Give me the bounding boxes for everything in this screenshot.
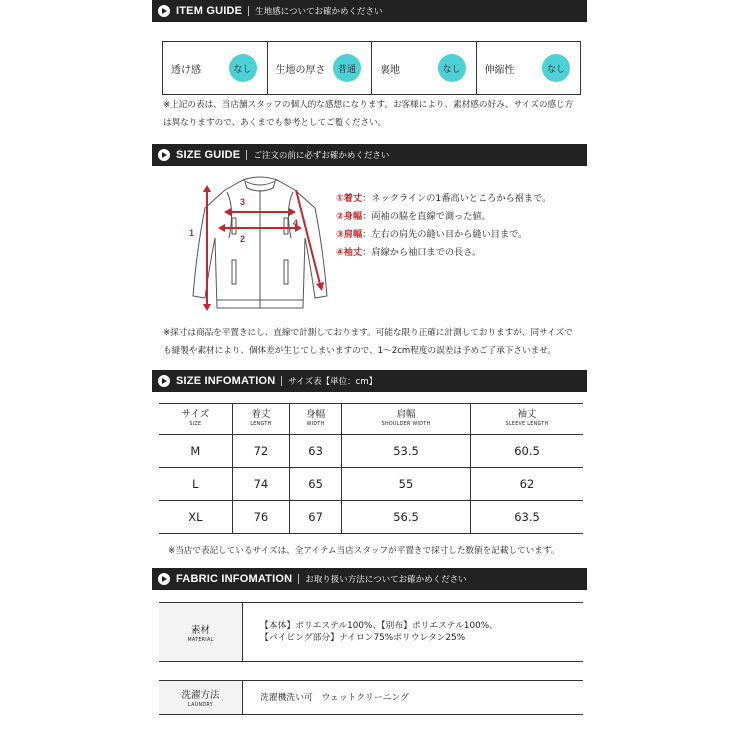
table-cell: 53.5 [342,435,471,468]
guide-cell-lining [372,42,477,94]
laundry-row [159,680,583,715]
size-guide-title: SIZE GUIDE [176,149,241,161]
legend-desc: ：肩線から袖口までの長さ。 [362,247,482,258]
guide-cell-sheer [163,42,268,94]
note-line: ※採寸は商品を平置きにし、直線で計測しております。可能な限り正確に計測しておりますが、同サイズで [163,328,573,338]
guide-badge: なし [229,54,257,82]
legend-num: ③ [336,229,344,240]
header-label: 着丈 [251,409,271,420]
legend-desc: ：左右の肩先の縫い目から縫い目まで。 [362,229,528,240]
note-line: ※上記の表は、当店舗スタッフの個人的な感想になります。お客様により、素材感の好み、サイズの感じ方 [163,100,574,110]
fabric-info-subtitle: お取り扱い方法についてお確かめください [305,575,467,585]
laundry-label: 洗濯方法 [181,690,220,701]
material-line: 【本体】ポリエステル100%、【別布】ポリエステル100%、 [260,621,498,631]
guide-label: 生地の厚さ [275,64,326,76]
table-cell: XL [159,501,232,534]
table-cell: 62 [471,468,584,501]
header-sub: SIZE [189,422,202,427]
table-cell: 63.5 [471,501,584,534]
material-label: 素材 [190,624,210,636]
item-guide-note [163,96,587,132]
size-info-title: SIZE INFOMATION [176,375,276,387]
guide-badge: なし [542,54,570,82]
header-width [290,404,342,435]
item-guide-table [162,41,581,95]
note-line: は異なりますので、あくまでも参考としてご覧ください。 [163,118,387,128]
legend-term: 身幅 [343,211,363,222]
table-cell: 55 [342,468,471,501]
material-label-cell [159,603,243,661]
item-guide-subtitle: 生地感についてお確かめください [255,7,383,17]
size-guide-note [163,324,587,360]
material-value [243,603,583,661]
guide-cell-thickness [268,42,373,94]
jacket-diagram [165,168,345,318]
laundry-value [243,681,583,714]
table-cell: 56.5 [342,501,471,534]
marker-1: 1 [189,228,195,238]
marker-2: 2 [240,234,246,244]
legend-desc: ：ネックラインの1番高いところから裾まで。 [362,193,552,204]
header-sub: WIDTH [306,422,325,427]
header-label: 身幅 [306,409,326,420]
header-label: サイズ [181,409,210,420]
guide-badge: なし [438,54,466,82]
legend-item [336,208,551,226]
size-info-subtitle: サイズ表【単位：cm】 [288,377,378,387]
item-guide-header [152,0,587,22]
marker-4: 4 [293,218,299,228]
note-line: も縫製や素材により、個体差が生じてしまいますので、1〜2cm程度の誤差は予めご了承下さいませ。 [163,346,557,356]
header-shoulder [342,404,471,435]
table-row [159,501,583,534]
item-guide-title: ITEM GUIDE [176,5,243,17]
legend-item [336,190,551,208]
table-cell: 65 [290,468,342,501]
play-icon [158,375,170,387]
header-label: 肩幅 [396,409,416,420]
divider [281,376,282,386]
legend-term: 肩幅 [343,229,363,240]
guide-label: 透け感 [171,64,201,76]
laundry-label-cell [159,681,243,714]
size-guide-subtitle: ご注文の前に必ずお確かめください [253,151,390,161]
fabric-info-header [152,568,587,590]
marker-3: 3 [240,197,246,207]
guide-label: 裏地 [380,64,400,76]
header-sub: LENGTH [250,422,272,427]
guide-badge: 普通 [333,54,361,82]
table-cell: 76 [232,501,289,534]
legend-desc: ：両袖の脇を直線で測った値。 [362,211,491,222]
material-row [159,602,583,662]
table-header-row [159,404,583,435]
legend-term: 袖丈 [343,247,363,258]
play-icon [158,5,170,17]
fabric-info-title: FABRIC INFOMATION [176,573,293,585]
material-sub: MATERIAL [187,637,214,643]
header-sub: SHOULDER WIDTH [381,422,431,427]
guide-label: 伸縮性 [484,64,515,76]
header-length [232,404,289,435]
table-cell: L [159,468,232,501]
legend-term: 着丈 [343,193,363,204]
divider [246,150,247,160]
play-icon [158,149,170,161]
divider [248,6,249,16]
header-label: 袖丈 [517,409,537,420]
header-size [159,404,232,435]
table-cell: 63 [290,435,342,468]
table-row [159,468,583,501]
table-cell: 72 [232,435,289,468]
size-table [159,403,583,534]
size-info-note [168,542,592,560]
guide-cell-stretch [477,42,581,94]
size-guide-header [152,144,587,166]
size-guide-legend [336,190,551,262]
size-info-header [152,370,587,392]
material-line: 【パイピング部分】ナイロン75%ポリウレタン25% [260,633,466,643]
legend-item [336,226,551,244]
legend-num: ① [336,193,344,204]
laundry-sub: LAUNDRY [188,703,213,708]
laundry-text: 洗濯機洗い可 ウェットクリーニング [260,692,409,703]
legend-num: ④ [336,247,344,258]
table-row [159,435,583,468]
table-cell: 60.5 [471,435,584,468]
table-cell: M [159,435,232,468]
table-cell: 74 [232,468,289,501]
legend-item [336,244,551,262]
legend-num: ② [336,211,344,222]
header-sleeve [471,404,584,435]
play-icon [158,573,170,585]
header-sub: SLEEVE LENGTH [505,422,549,427]
divider [298,574,299,584]
note-line: ※当店で表記しているサイズは、全アイテム当店スタッフが平置きで採寸した数値を記載しています。 [168,546,560,556]
table-cell: 67 [290,501,342,534]
